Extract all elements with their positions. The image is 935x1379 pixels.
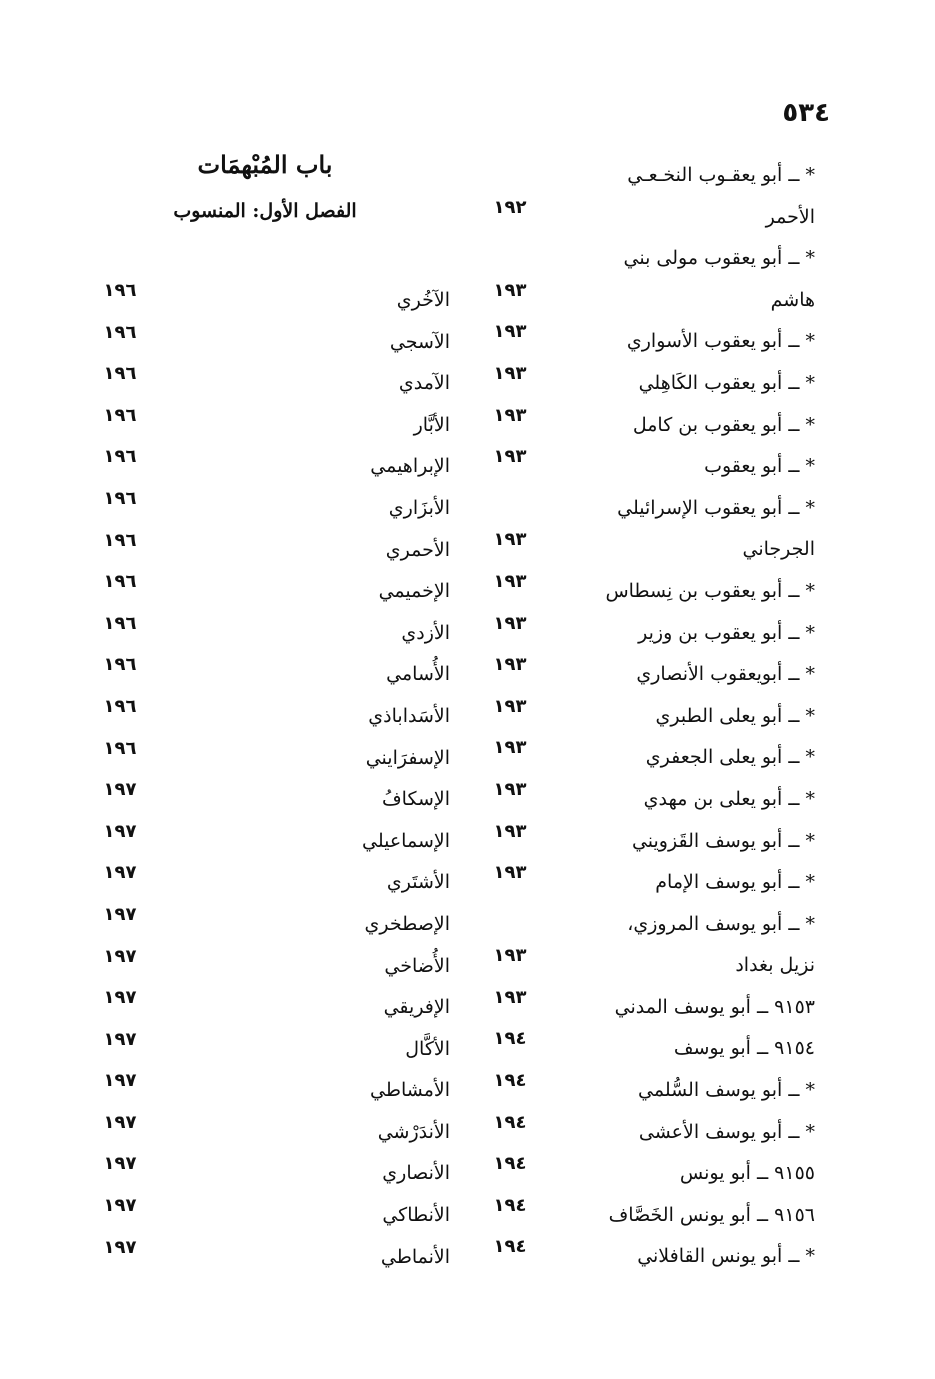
entry-name: الإفريقي xyxy=(383,996,450,1019)
entry-page-number: ١٩٤ xyxy=(493,1028,527,1050)
entry-name: * ــ أبو يعقوب الأسواري xyxy=(626,330,815,353)
entry-page-number: ١٩٣ xyxy=(493,820,527,842)
section-heading: باب المُبْهمَات xyxy=(197,150,333,179)
entry-name: الأحمر xyxy=(765,205,815,228)
entry-name: الأسَداباذي xyxy=(368,704,450,727)
entry-page-number: ١٩٧ xyxy=(103,1111,137,1133)
entry-page-number: ١٩٧ xyxy=(103,1236,137,1258)
entry-page-number: ١٩٣ xyxy=(493,612,527,634)
entry-name: الأكَّال xyxy=(405,1037,450,1060)
entry-page-number: ١٩٦ xyxy=(103,695,137,717)
entry-page-number: ١٩٤ xyxy=(493,1236,527,1258)
entry-page-number: ١٩٤ xyxy=(493,1111,527,1133)
entry-name: * ــ أبو يعقوب الكَاهِلي xyxy=(638,371,815,394)
entry-page-number: ١٩٤ xyxy=(493,1194,527,1216)
entry-name: هاشم xyxy=(770,288,815,311)
entry-page-number: ١٩٦ xyxy=(103,446,137,468)
entry-name: * ــ أبو يعقـوب النخـعـي xyxy=(627,164,815,186)
entry-page-number: ١٩٦ xyxy=(103,487,137,509)
entry-name: الآخُري xyxy=(396,289,450,311)
entry-name: ٩١٥٣ ــ أبو يوسف المدني xyxy=(614,995,815,1018)
entry-page-number: ١٩٦ xyxy=(103,529,137,551)
index-entry xyxy=(70,1237,450,1279)
entry-name: * ــ أبو يعقوب xyxy=(704,455,815,478)
entry-name: الأمشاطي xyxy=(370,1079,450,1102)
entry-name: الأشتَري xyxy=(386,871,450,894)
entry-name: * ــ أبو يونس القافلاني xyxy=(637,1245,815,1268)
entry-page-number: ١٩٧ xyxy=(103,945,137,967)
entry-name: * ــ أبو يعقوب الإسرائيلي xyxy=(617,496,815,519)
entry-name: الأندَرْشي xyxy=(377,1120,450,1143)
entry-name: الأُسامي xyxy=(386,663,450,686)
index-entry xyxy=(470,197,815,239)
page-number: ٥٣٤ xyxy=(782,98,830,128)
entry-name: * ــ أبو يوسف المروزي، xyxy=(627,912,815,935)
entry-name: * ــ أبو يعقوب بن نِسطاس xyxy=(605,579,815,602)
entry-name: * ــ أبو يوسف السُّلمي xyxy=(638,1079,815,1102)
entry-page-number: ١٩٧ xyxy=(103,1028,137,1050)
index-entry xyxy=(470,1236,815,1278)
entry-page-number: ١٩٣ xyxy=(493,362,527,384)
entry-name: الإصطخري xyxy=(364,912,450,935)
left-index-column xyxy=(70,280,450,1278)
entry-page-number: ١٩٣ xyxy=(493,321,527,343)
entry-page-number: ١٩٦ xyxy=(103,321,137,343)
entry-page-number: ١٩٣ xyxy=(493,279,527,301)
entry-page-number: ١٩٤ xyxy=(493,1070,527,1092)
entry-page-number: ١٩٣ xyxy=(493,404,527,426)
entry-name: * ــ أبو يعلى الطبري xyxy=(655,704,815,727)
entry-name: الأنماطي xyxy=(380,1245,450,1268)
entry-page-number: ١٩٦ xyxy=(103,404,137,426)
entry-page-number: ١٩٧ xyxy=(103,779,137,801)
entry-name: الأبَّار xyxy=(413,413,450,436)
entry-name: * ــ أبو يعلى بن مهدي xyxy=(643,787,815,810)
entry-page-number: ١٩٣ xyxy=(493,986,527,1008)
entry-name: الآسجي xyxy=(389,330,450,353)
entry-page-number: ١٩٣ xyxy=(493,737,527,759)
entry-page-number: ١٩٤ xyxy=(493,1153,527,1175)
entry-page-number: ١٩٧ xyxy=(103,862,137,884)
entry-name: * ــ أبو يوسف القَزويني xyxy=(631,829,815,852)
entry-page-number: ١٩٣ xyxy=(493,446,527,468)
entry-name: الجرجاني xyxy=(742,538,815,561)
entry-page-number: ١٩٣ xyxy=(493,945,527,967)
entry-name: الأبزَاري xyxy=(388,496,450,519)
chapter-subheading: الفصل الأول: المنسوب xyxy=(173,200,357,222)
entry-name: الأنصاري xyxy=(382,1162,450,1185)
entry-name: * ــ أبو يوسف الأعشى xyxy=(638,1120,815,1143)
entry-page-number: ١٩٧ xyxy=(103,1070,137,1092)
entry-page-number: ١٩٦ xyxy=(103,571,137,593)
entry-page-number: ١٩٧ xyxy=(103,987,137,1009)
entry-page-number: ١٩٣ xyxy=(493,570,527,592)
entry-name: نزيل بغداد xyxy=(735,954,815,977)
entry-page-number: ١٩٦ xyxy=(103,737,137,759)
entry-name: * ــ أبويعقوب الأنصاري xyxy=(636,663,815,686)
entry-name: الآمدي xyxy=(398,372,450,395)
entry-name: ٩١٥٥ ــ أبو يونس xyxy=(679,1162,815,1185)
entry-page-number: ١٩٣ xyxy=(493,862,527,884)
entry-page-number: ١٩٦ xyxy=(103,654,137,676)
entry-name: الإبراهيمي xyxy=(370,455,450,478)
entry-page-number: ١٩٧ xyxy=(103,1195,137,1217)
entry-name: * ــ أبو يعقوب بن كامل xyxy=(632,413,815,436)
entry-name: * ــ أبو يعقوب مولى بني xyxy=(623,247,815,270)
entry-name: الإخميمي xyxy=(378,580,450,603)
entry-name: الأنطاكي xyxy=(382,1204,450,1227)
entry-name: ٩١٥٦ ــ أبو يونس الخَصَّاف xyxy=(608,1203,815,1226)
entry-page-number: ١٩٣ xyxy=(493,529,527,551)
entry-name: * ــ أبو يوسف الإمام xyxy=(655,871,815,894)
entry-page-number: ١٩٧ xyxy=(103,1153,137,1175)
entry-name: الإسفرَايني xyxy=(365,746,450,769)
entry-page-number: ١٩٢ xyxy=(493,196,527,218)
entry-name: الأحمري xyxy=(385,538,450,561)
entry-name: * ــ أبو يعلى الجعفري xyxy=(645,746,815,769)
entry-page-number: ١٩٧ xyxy=(103,820,137,842)
entry-page-number: ١٩٧ xyxy=(103,903,137,925)
right-index-column xyxy=(470,155,815,1278)
entry-page-number: ١٩٣ xyxy=(493,654,527,676)
entry-page-number: ١٩٦ xyxy=(103,280,137,301)
index-entry xyxy=(470,446,815,488)
entry-page-number: ١٩٦ xyxy=(103,363,137,385)
entry-name: الأُضاخي xyxy=(384,954,450,977)
entry-page-number: ١٩٣ xyxy=(493,778,527,800)
entry-page-number: ١٩٣ xyxy=(493,695,527,717)
entry-name: الإسماعيلي xyxy=(361,829,450,852)
entry-name: الأزدي xyxy=(401,621,450,644)
entry-page-number: ١٩٦ xyxy=(103,612,137,634)
entry-name: * ــ أبو يعقوب بن وزير xyxy=(638,621,815,644)
index-entry xyxy=(470,862,815,904)
entry-name: الإسكافُ xyxy=(381,788,450,811)
entry-name: ٩١٥٤ ــ أبو يوسف xyxy=(673,1037,815,1060)
